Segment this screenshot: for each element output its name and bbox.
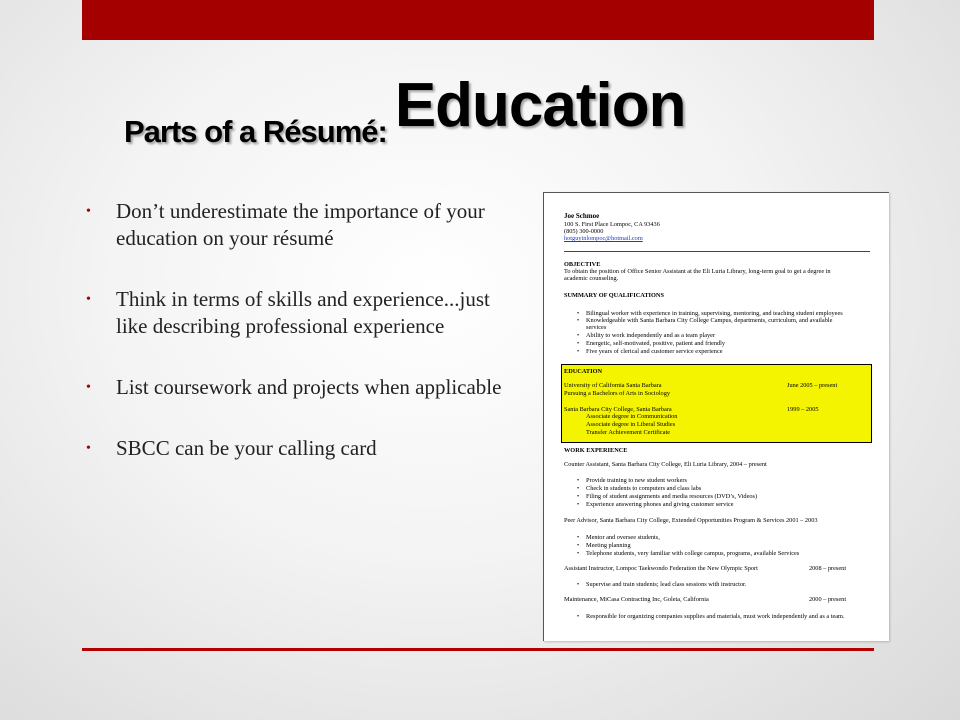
resume-edu2-school: Santa Barbara City College, Santa Barbara [564, 406, 672, 413]
resume-bullet-icon: • [577, 486, 580, 492]
title-prefix: Parts of a Résumé: [124, 114, 387, 149]
resume-edu1-school: University of California Santa Barbara [564, 382, 662, 389]
resume-edu1-dates: June 2005 – present [787, 382, 838, 389]
resume-bullet-icon: • [577, 318, 580, 324]
bullet-dot-icon: • [86, 380, 91, 395]
resume-bullet-icon: • [577, 502, 580, 508]
resume-summary-item: services [586, 324, 607, 331]
resume-job2-item: Mentor and oversee students, [586, 534, 660, 541]
resume-bullet-icon: • [577, 311, 580, 317]
slide-title [124, 71, 686, 157]
resume-job2-title: Peer Advisor, Santa Barbara City College, Extended Opportunities Program & Services 2001 – 2003 [564, 517, 818, 524]
bullet-dot-icon: • [86, 292, 91, 307]
resume-bullet-icon: • [577, 494, 580, 500]
resume-job4-item: Responsible for organizing companies supplies and materials, must work independently and as a team. [586, 613, 845, 620]
resume-job1-item: Provide training to new student workers [586, 477, 687, 484]
resume-objective-text: academic counseling. [564, 275, 619, 282]
resume-bullet-icon: • [577, 478, 580, 484]
resume-bullet-icon: • [577, 349, 580, 355]
top-accent-bar [82, 0, 874, 40]
resume-edu2-detail: Transfer Achievement Certificate [586, 429, 671, 436]
resume-summary-heading: SUMMARY OF QUALIFICATIONS [564, 292, 664, 299]
bullet-text: List coursework and projects when applicable [116, 375, 502, 399]
bullet-item [86, 198, 506, 252]
resume-objective-text: To obtain the position of Office Senior Assistant at the Eli Luria Library, long-term goal to get a degree in [564, 268, 831, 275]
bullet-dot-icon: • [86, 204, 91, 219]
resume-summary-item: Five years of clerical and customer service experience [586, 348, 723, 355]
bullet-text: Think in terms of skills and experience...just like describing professional experience [116, 287, 490, 338]
bullet-dot-icon: • [86, 441, 91, 456]
resume-job2-item: Telephone students, very familiar with college campus, programs, available Services [586, 550, 800, 557]
resume-job3-item: Supervise and train students; lead class sessions with instructor. [586, 581, 747, 588]
resume-edu2-dates: 1999 – 2005 [787, 406, 819, 413]
bullet-item [86, 374, 506, 401]
resume-job3-title: Assistant Instructor, Lompoc Taekwondo Federation the New Olympic Sport [564, 565, 758, 572]
resume-bullet-icon: • [577, 614, 580, 620]
resume-bullet-icon: • [577, 551, 580, 557]
resume-job1-item: Experience answering phones and giving customer service [586, 501, 734, 508]
bullet-text: Don’t underestimate the importance of your education on your résumé [116, 199, 485, 250]
resume-work-heading: WORK EXPERIENCE [564, 447, 628, 454]
resume-edu1-detail: Pursuing a Bachelors of Arts in Sociology [564, 390, 670, 397]
resume-divider [564, 251, 870, 252]
resume-job4-dates: 2000 – present [809, 596, 847, 603]
resume-bullet-icon: • [577, 333, 580, 339]
resume-summary-item: Bilingual worker with experience in training, supervising, mentoring, and teaching student employees [586, 310, 843, 317]
resume-image [543, 192, 889, 641]
resume-job3-dates: 2008 – present [809, 565, 847, 572]
resume-job1-item: Filing of student assignments and media resources (DVD’s, Videos) [586, 493, 758, 500]
bottom-accent-rule [82, 648, 874, 651]
resume-address: 100 S. First Place Lompoc, CA 93436 [564, 221, 660, 228]
resume-summary-item: Knowledgeable with Santa Barbara City College Campus, departments, curriculum, and available [586, 317, 833, 324]
bullet-item [86, 286, 506, 340]
resume-job1-item: Check in students to computers and class labs [586, 485, 702, 492]
resume-job2-item: Meeting planning [586, 542, 631, 549]
resume-education-heading: EDUCATION [564, 368, 603, 375]
resume-bullet-icon: • [577, 341, 580, 347]
resume-bullet-icon: • [577, 535, 580, 541]
resume-objective-heading: OBJECTIVE [564, 261, 601, 268]
resume-email: hotguyinlompoc@hotmail.com [564, 235, 643, 242]
title-main: Education [394, 71, 686, 140]
resume-bullet-icon: • [577, 543, 580, 549]
bullet-text: SBCC can be your calling card [116, 436, 377, 460]
resume-summary-item: Ability to work independently and as a team player [586, 332, 716, 339]
resume-summary-item: Energetic, self-motivated, positive, patient and friendly [586, 340, 726, 347]
bullet-item [86, 435, 506, 462]
resume-phone: (805) 300-0000 [564, 228, 604, 235]
resume-edu2-detail: Associate degree in Communication [586, 413, 678, 420]
bullet-list [86, 198, 506, 462]
resume-edu2-detail: Associate degree in Liberal Studies [586, 421, 676, 428]
resume-bullet-icon: • [577, 582, 580, 588]
resume-job4-title: Maintenance, MiCasa Contracting Inc, Goleta, California [564, 596, 709, 603]
resume-job1-title: Counter Assistant, Santa Barbara City College, Eli Luria Library, 2004 – present [564, 461, 767, 468]
resume-name: Joe Schmoe [564, 212, 600, 220]
